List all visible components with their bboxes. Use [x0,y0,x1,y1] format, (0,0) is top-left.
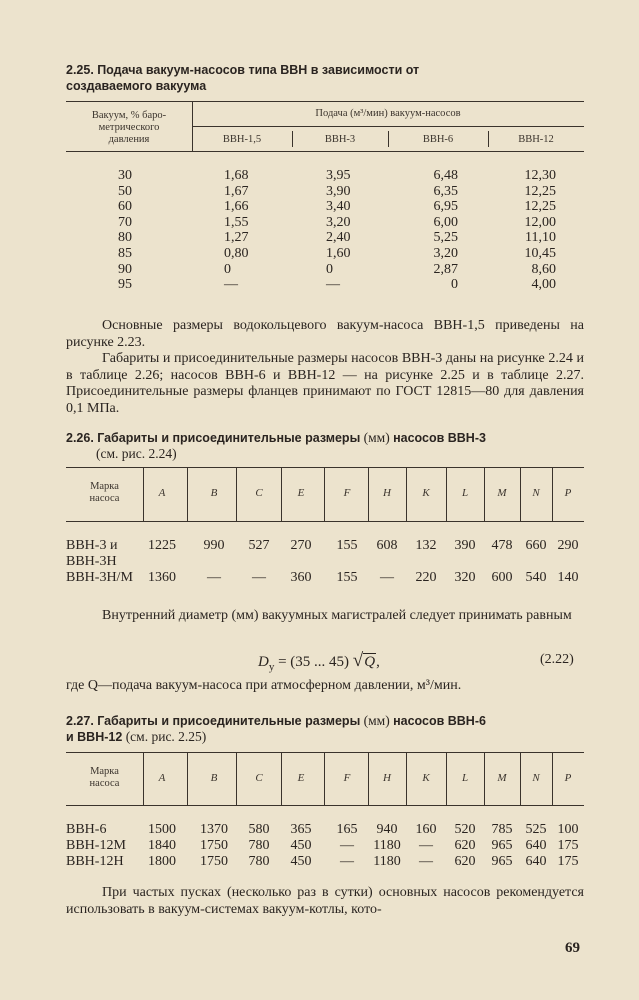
table-226-caption [66,430,596,462]
table-cell: 940 [376,822,398,837]
formula-number: (2.22) [540,652,574,667]
table-cell: 5,25 [433,230,458,246]
caption-text: Габариты и присоединительные размеры [97,431,361,445]
column-header: A [158,772,166,784]
row-label: ВВН-3 и [66,538,118,553]
column-header: K [422,772,430,784]
table-cell: 30 [118,168,132,183]
table-cell: 3,20 [433,246,458,261]
table-cell: 80 [118,230,132,246]
table-cell: 220 [415,570,437,585]
column-header: K [422,487,430,499]
table-cell: 165 [336,822,358,837]
page-number: 69 [565,940,580,956]
table-cell: — [252,570,266,585]
table-cell: 175 [557,854,579,869]
table-225-caption [66,62,596,94]
column-header: Марка насоса [89,481,120,504]
table-cell: 100 [557,822,579,837]
column-header: M [497,772,507,784]
table-cell: 990 [203,538,225,553]
formula-subscript: у [268,661,275,673]
column-header: ВВН-12 [518,134,554,145]
formula-symbol: D [258,654,269,670]
table-cell: — [340,838,354,853]
table-cell: 450 [290,854,312,869]
caption-number: 2.26. [66,431,94,445]
table-cell: 540 [525,570,547,585]
rule [66,101,584,102]
table-cell: 780 [248,838,270,853]
column-header: ВВН-6 [422,134,454,145]
table-cell: 1180 [373,838,401,853]
caption-line: Подача вакуум-насосов типа ВВН в зависимости от [97,63,420,77]
table-cell: 85 [118,246,132,261]
table-cell: 640 [525,854,547,869]
table-cell: 450 [290,838,312,853]
caption-text: Габариты и присоединительные размеры [97,714,361,728]
table-cell: 365 [290,822,312,837]
table-cell: — [224,277,238,293]
table-cell: 620 [454,854,476,869]
column-header: C [255,487,263,499]
column-header: F [343,772,351,784]
radical-sign: √ [352,650,364,671]
table-cell: 6,35 [433,183,458,199]
column-header: N [532,487,540,499]
table-cell: 8,60 [531,261,556,277]
caption-number: 2.25. [66,63,94,77]
table-cell: 270 [290,538,312,553]
caption-line: создаваемого вакуума [66,79,207,93]
caption-text: и ВВН-12 [66,730,123,744]
rule [66,521,584,522]
table-cell: 660 [525,538,547,553]
paragraph-block [66,678,584,695]
formula-text: = (35 ... 45) [278,654,350,670]
table-cell: 390 [454,538,476,553]
column-header: H [383,772,391,784]
caption-text: (см. рис. 2.25) [125,729,207,744]
table-cell: 1370 [200,822,228,837]
table-cell: 785 [491,822,513,837]
table-cell: 580 [248,822,270,837]
rule [324,467,325,521]
column-header: C [255,772,263,784]
caption-text: (мм) [363,713,390,728]
table-cell: 620 [454,838,476,853]
paragraph-block [66,608,584,625]
column-header: ВВН-3 [324,134,356,145]
table-cell: 1750 [200,838,228,853]
column-header: M [497,487,507,499]
table-cell: 12,25 [524,183,556,199]
table-cell: 360 [290,570,312,585]
table-cell: 608 [376,538,398,553]
table-cell: 478 [491,538,513,553]
table-cell: — [419,854,433,869]
table-cell: 11,10 [525,230,556,246]
table-cell: 10,45 [524,246,556,261]
table-cell: 1,66 [224,199,249,215]
rule [66,805,584,806]
table-cell: 50 [118,183,132,199]
paragraph: Основные размеры водокольцевого вакуум-насоса ВВН-1,5 приведены на рисунке 2.23. [66,318,584,350]
table-cell: 2,87 [433,261,458,277]
table-cell: — [340,854,354,869]
rule [187,467,188,521]
paragraph: Внутренний диаметр (мм) вакуумных магистралей следует принимать равным [102,608,572,623]
column-header: Вакуум, % баро- метрического давления [91,110,167,145]
rule [236,467,237,521]
table-cell: 175 [557,838,579,853]
table-cell: 1,67 [224,183,249,199]
column-header: L [461,772,469,784]
table-cell: 1500 [148,822,176,837]
paragraph: Габариты и присоединительные размеры насосов ВВН-3 даны на рисунке 2.24 и в таблице 2.26; насосов ВВН-6 и ВВН-12 — на рисунке 2.25 и в таблице 2.27. Присоединительные размеры фланцев принимают по ГОСТ 12815—80 для давления 0,1 МПа. [66,351,584,416]
table-cell: 1225 [148,538,176,553]
table-cell: 965 [491,838,513,853]
table-cell: 290 [557,538,579,553]
table-cell: 0 [326,261,333,277]
table-cell: 1,55 [224,214,249,230]
column-header: ВВН-1,5 [222,134,262,145]
table-cell: 965 [491,854,513,869]
table-cell: — [419,838,433,853]
table-cell: 70 [118,214,132,230]
row-label: ВВН-3Н/М [66,570,133,585]
formula-symbol: Q [364,654,376,670]
column-header: H [383,487,391,499]
row-label: ВВН-6 [66,822,107,837]
column-header: P [564,772,572,784]
table-cell: 160 [415,822,437,837]
rule [187,752,188,805]
table-cell: 3,40 [326,199,351,215]
table-cell: 95 [118,277,132,293]
column-header: P [564,487,572,499]
paragraph: где Q—подача вакуум-насоса при атмосферном давлении, м³/мин. [66,678,462,693]
table-cell: 2,40 [326,230,351,246]
table-227-caption [66,713,596,745]
table-cell: 640 [525,838,547,853]
table-cell: — [380,570,394,585]
column-header: A [158,487,166,499]
table-cell: 600 [491,570,513,585]
rule [192,126,584,127]
caption-number: 2.27. [66,714,94,728]
column-header: N [532,772,540,784]
caption-text: насосов ВВН-6 [393,714,486,728]
paragraph-block [66,318,584,417]
rule [66,151,584,152]
table-cell: 6,48 [433,168,458,183]
table-cell: 155 [336,538,358,553]
table-cell: 1,27 [224,230,249,246]
table-cell: 780 [248,854,270,869]
column-header: L [461,487,469,499]
table-cell: 1,68 [224,168,249,183]
table-cell: 140 [557,570,579,585]
table-cell: 520 [454,822,476,837]
table-cell: — [326,277,340,293]
table-cell: 3,90 [326,183,351,199]
column-header: E [297,487,305,499]
table-cell: 3,20 [326,214,351,230]
table-cell: 1800 [148,854,176,869]
table-cell: 525 [525,822,547,837]
table-cell: 132 [415,538,437,553]
table-cell: 6,00 [433,214,458,230]
table-cell: — [207,570,221,585]
column-header: B [210,772,218,784]
table-cell: 1360 [148,570,176,585]
formula-2-22 [258,650,380,673]
table-cell: 1840 [148,838,176,853]
column-header: Марка насоса [89,766,120,789]
table-cell: 3,95 [326,168,351,183]
paragraph-block [66,885,584,918]
table-cell: 60 [118,199,132,215]
rule [236,752,237,805]
table-cell: 12,25 [524,199,556,215]
row-label: ВВН-12М [66,838,126,853]
table-cell: 1180 [373,854,401,869]
table-cell: 1,60 [326,246,351,261]
formula-text: , [376,654,380,670]
table-cell: 527 [248,538,270,553]
table-cell: 90 [118,261,132,277]
column-group-header: Подача (м³/мин) вакуум-насосов [315,108,461,119]
row-label: ВВН-12Н [66,854,124,869]
table-cell: 155 [336,570,358,585]
caption-text: насосов ВВН-3 [393,431,486,445]
table-cell: 0 [451,277,458,293]
table-cell: 12,00 [524,214,556,230]
column-header: B [210,487,218,499]
table-cell: 1750 [200,854,228,869]
table-cell: 320 [454,570,476,585]
table-cell: 4,00 [531,277,556,293]
table-cell: 6,95 [433,199,458,215]
rule [324,752,325,805]
table-cell: 12,30 [524,168,556,183]
table-cell: 0,80 [224,246,249,261]
caption-text: (см. рис. 2.24) [96,446,177,461]
column-header: E [297,772,305,784]
paragraph: При частых пусках (несколько раз в сутки) основных насосов рекомендуется использовать в вакуум-системах вакуум-котлы, кото- [66,885,584,917]
row-label: ВВН-3Н [66,554,117,569]
column-header: F [343,487,351,499]
table-cell: 0 [224,261,231,277]
caption-text: (мм) [363,430,390,445]
